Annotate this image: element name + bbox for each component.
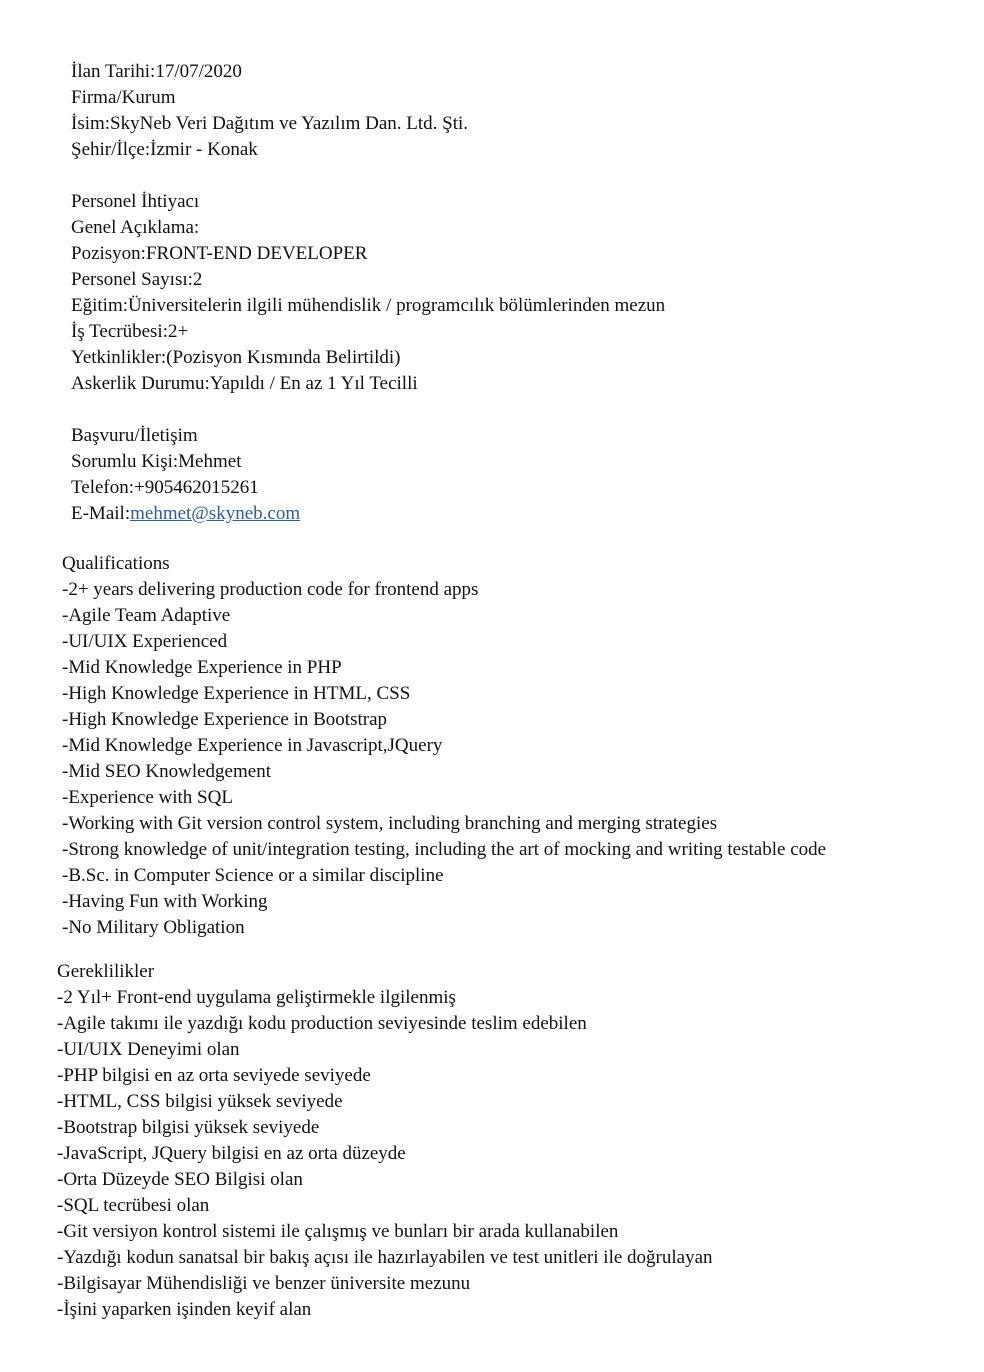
list-item: -No Military Obligation (62, 917, 245, 938)
general-description: Genel Açıklama: (71, 217, 200, 238)
personnel-heading: Personel İhtiyacı (71, 191, 200, 212)
military-status: Askerlik Durumu:Yapıldı / En az 1 Yıl Tecilli (71, 373, 418, 394)
list-item: -Mid SEO Knowledgement (62, 761, 271, 782)
email-label: E-Mail: (71, 503, 131, 524)
qualifications-heading: Qualifications (62, 553, 170, 574)
list-item: -HTML, CSS bilgisi yüksek seviyede (57, 1091, 343, 1112)
spacer (71, 163, 665, 189)
application-heading: Başvuru/İletişim (71, 425, 198, 446)
list-item: -Bootstrap bilgisi yüksek seviyede (57, 1117, 320, 1138)
company-name: İsim:SkyNeb Veri Dağıtım ve Yazılım Dan. Ltd. Şti. (71, 113, 469, 134)
list-item: -Agile Team Adaptive (62, 605, 231, 626)
position: Pozisyon:FRONT-END DEVELOPER (71, 243, 368, 264)
personnel-count: Personel Sayısı:2 (71, 269, 203, 290)
list-item: -B.Sc. in Computer Science or a similar discipline (62, 865, 444, 886)
list-item: -Working with Git version control system, including branching and merging strategies (62, 813, 718, 834)
email-line (71, 501, 665, 527)
job-posting-header (71, 59, 665, 527)
list-item: -Bilgisayar Mühendisliği ve benzer üniversite mezunu (57, 1273, 471, 1294)
requirements-heading: Gereklilikler (57, 961, 155, 982)
list-item: -UI/UIX Experienced (62, 631, 228, 652)
list-item: -High Knowledge Experience in HTML, CSS (62, 683, 411, 704)
list-item: -SQL tecrübesi olan (57, 1195, 210, 1216)
competencies: Yetkinlikler:(Pozisyon Kısmında Belirtildi) (71, 347, 401, 368)
list-item: -Strong knowledge of unit/integration testing, including the art of mocking and writing testable code (62, 839, 827, 860)
list-item: -JavaScript, JQuery bilgisi en az orta düzeyde (57, 1143, 406, 1164)
list-item: -2+ years delivering production code for frontend apps (62, 579, 479, 600)
list-item: -PHP bilgisi en az orta seviyede seviyede (57, 1065, 371, 1086)
posting-date: İlan Tarihi:17/07/2020 (71, 61, 242, 82)
qualifications-section (62, 551, 826, 941)
list-item: -Having Fun with Working (62, 891, 268, 912)
list-item: -Experience with SQL (62, 787, 233, 808)
list-item: -UI/UIX Deneyimi olan (57, 1039, 240, 1060)
list-item: -Agile takımı ile yazdığı kodu production seviyesinde teslim edebilen (57, 1013, 587, 1034)
list-item: -Mid Knowledge Experience in PHP (62, 657, 342, 678)
list-item: -Git versiyon kontrol sistemi ile çalışmış ve bunları bir arada kullanabilen (57, 1221, 619, 1242)
list-item: -Mid Knowledge Experience in Javascript,JQuery (62, 735, 443, 756)
city-district: Şehir/İlçe:İzmir - Konak (71, 139, 258, 160)
requirements-section (57, 959, 713, 1323)
list-item: -İşini yaparken işinden keyif alan (57, 1299, 312, 1320)
list-item: -High Knowledge Experience in Bootstrap (62, 709, 388, 730)
list-item: -Orta Düzeyde SEO Bilgisi olan (57, 1169, 303, 1190)
education: Eğitim:Üniversitelerin ilgili mühendislik / programcılık bölümlerinden mezun (71, 295, 666, 316)
phone: Telefon:+905462015261 (71, 477, 259, 498)
spacer (71, 397, 665, 423)
list-item: -Yazdığı kodun sanatsal bir bakış açısı ile hazırlayabilen ve test unitleri ile doğrulayan (57, 1247, 713, 1268)
list-item: -2 Yıl+ Front-end uygulama geliştirmekle ilgilenmiş (57, 987, 456, 1008)
email-link[interactable]: mehmet@skyneb.com (130, 503, 301, 524)
contact-person: Sorumlu Kişi:Mehmet (71, 451, 242, 472)
work-experience: İş Tecrübesi:2+ (71, 321, 189, 342)
company-label: Firma/Kurum (71, 87, 176, 108)
